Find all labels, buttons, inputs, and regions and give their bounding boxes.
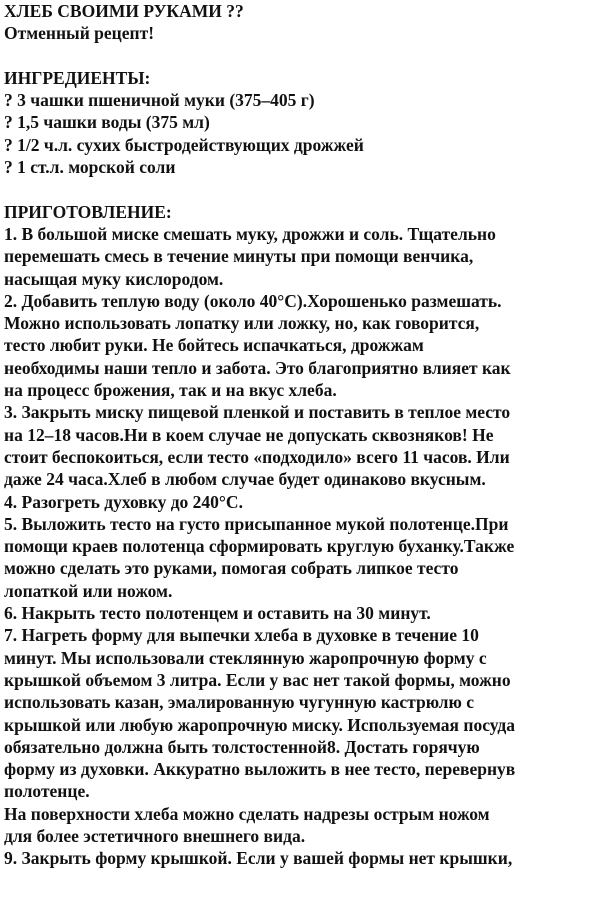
preparation-line: на 12–18 часов.Ни в коем случае не допускать сквозняков! Не <box>4 424 494 445</box>
preparation-line: 6. Накрыть тесто полотенцем и оставить на 30 минут. <box>4 603 431 624</box>
preparation-heading: ПРИГОТОВЛЕНИЕ: <box>4 201 172 222</box>
preparation-line: насыщая муку кислородом. <box>4 268 224 289</box>
ingredient-item: ? 1/2 ч.л. сухих быстродействующих дрожжей <box>4 134 364 155</box>
preparation-line: Можно использовать лопатку или ложку, но, как говорится, <box>4 313 480 334</box>
preparation-line: 7. Нагреть форму для выпечки хлеба в духовке в течение 10 <box>4 625 479 646</box>
preparation-line: даже 24 часа.Хлеб в любом случае будет одинаково вкусным. <box>4 469 486 490</box>
preparation-line: использовать казан, эмалированную чугунную кастрюлю с <box>4 692 474 713</box>
preparation-line: для более эстетичного внешнего вида. <box>4 825 306 846</box>
preparation-line: На поверхности хлеба можно сделать надрезы острым ножом <box>4 803 490 824</box>
spacer <box>4 178 599 200</box>
preparation-line: минут. Мы использовали стеклянную жаропрочную форму с <box>4 647 487 668</box>
preparation-line: 9. Закрыть форму крышкой. Если у вашей формы нет крышки, <box>4 848 513 869</box>
preparation-line: 5. Выложить тесто на густо присыпанное мукой полотенце.При <box>4 513 509 534</box>
recipe-title: ХЛЕБ СВОИМИ РУКАМИ ?? <box>4 1 244 21</box>
recipe-subtitle: Отменный рецепт! <box>4 23 155 44</box>
preparation-line: полотенце. <box>4 781 90 802</box>
preparation-line: тесто любит руки. Не бойтесь испачкаться, дрожжам <box>4 335 424 356</box>
preparation-line: стоит беспокоиться, если тесто «подходило» всего 11 часов. Или <box>4 446 510 467</box>
preparation-line: крышкой или любую жаропрочную миску. Используемая посуда <box>4 714 515 735</box>
preparation-line: обязательно должна быть толстостенной8. Достать горячую <box>4 736 480 757</box>
preparation-line: лопаткой или ножом. <box>4 580 173 601</box>
ingredients-heading: ИНГРЕДИЕНТЫ: <box>4 67 151 88</box>
preparation-line: на процесс брожения, так и на вкус хлеба. <box>4 380 337 401</box>
preparation-line: необходимы наши тепло и забота. Это благоприятно влияет как <box>4 357 511 378</box>
preparation-line: помощи краев полотенца сформировать круглую буханку.Также <box>4 536 515 557</box>
preparation-line: можно сделать это руками, помогая собрать липкое тесто <box>4 558 459 579</box>
preparation-line: 1. В большой миске смешать муку, дрожжи и соль. Тщательно <box>4 223 496 244</box>
ingredient-item: ? 1,5 чашки воды (375 мл) <box>4 112 210 133</box>
ingredient-item: ? 1 ст.л. морской соли <box>4 157 176 178</box>
preparation-line: крышкой объемом 3 литра. Если у вас нет такой формы, можно <box>4 669 511 690</box>
preparation-line: 4. Разогреть духовку до 240°C. <box>4 491 243 512</box>
preparation-text <box>4 223 599 870</box>
preparation-line: форму из духовки. Аккуратно выложить в нее тесто, перевернув <box>4 759 516 780</box>
spacer <box>4 45 599 67</box>
ingredient-item: ? 3 чашки пшеничной муки (375–405 г) <box>4 90 315 111</box>
ingredients-list <box>4 89 599 178</box>
preparation-line: перемешать смесь в течение минуты при помощи венчика, <box>4 246 474 267</box>
recipe-document <box>4 0 599 870</box>
preparation-line: 2. Добавить теплую воду (около 40°C).Хорошенько размешать. <box>4 290 502 311</box>
preparation-line: 3. Закрыть миску пищевой пленкой и поставить в теплое место <box>4 402 511 423</box>
